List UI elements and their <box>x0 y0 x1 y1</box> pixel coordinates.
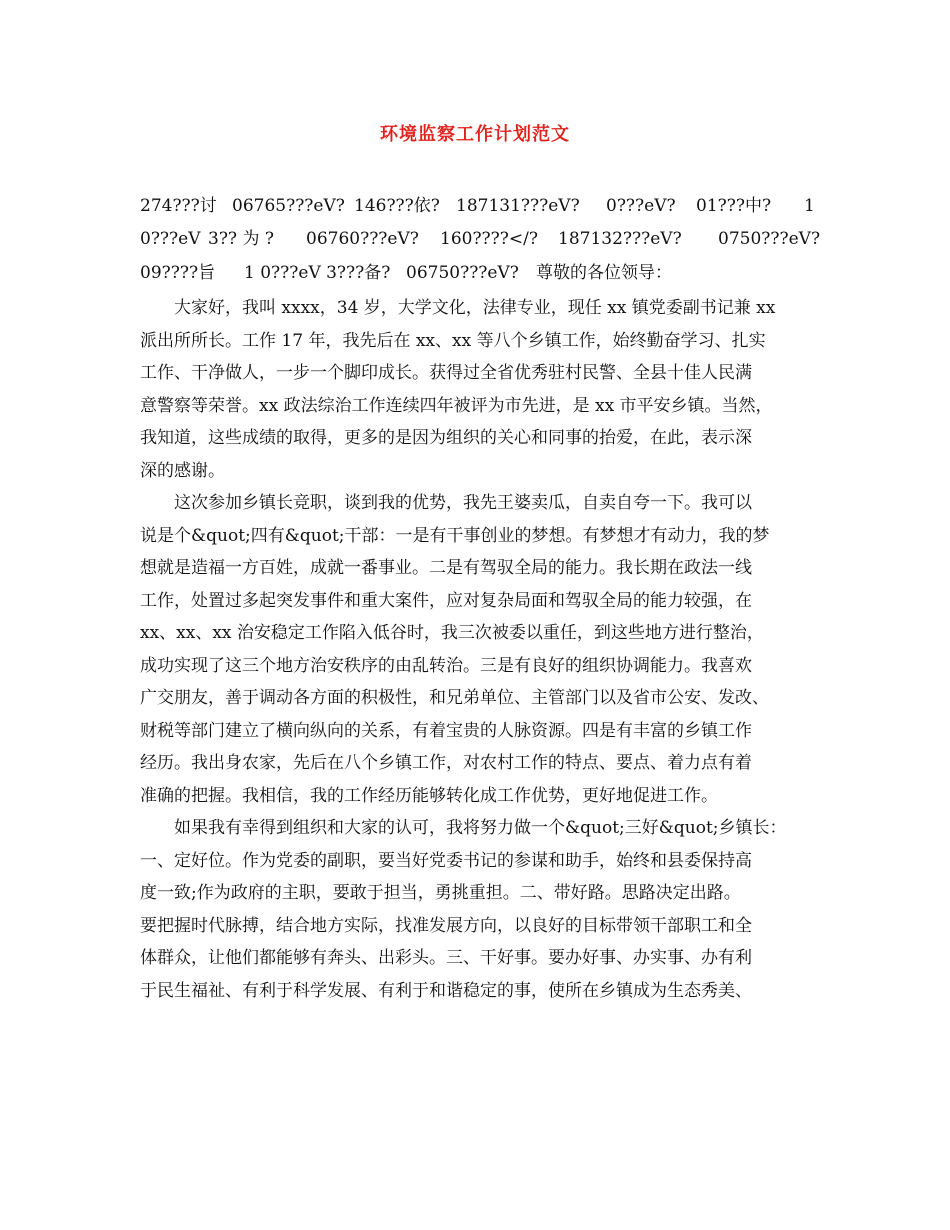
paragraph-line: 深的感谢。 <box>140 460 225 481</box>
garbled-token: 1 0???eV 3???备? <box>244 263 391 283</box>
paragraph-line: 说是个&quot;四有&quot;干部：一是有干事创业的梦想。有梦想才有动力，我的梦 <box>140 525 770 546</box>
paragraph-line: 准确的把握。我相信，我的工作经历能够转化成工作优势，更好地促进工作。 <box>140 785 718 806</box>
document-title: 环境监察工作计划范文 <box>380 124 570 145</box>
garbled-token: 01???中? <box>696 196 772 216</box>
paragraph-3 <box>140 812 820 1007</box>
paragraph-line: 工作、干净做人，一步一个脚印成长。获得过全省优秀驻村民警、全县十佳人民满 <box>140 363 752 383</box>
garbled-line-3 <box>140 258 820 288</box>
paragraph-line: 意警察等荣誉。xx 政法综治工作连续四年被评为市先进，是 xx 市平安乡镇。当然， <box>140 395 773 416</box>
garbled-token: 0???eV? <box>606 196 676 216</box>
garbled-line-1 <box>140 191 820 221</box>
paragraph-line: 大家好，我叫 xxxx，34 岁，大学文化，法律专业，现任 xx 镇党委副书记兼 xx <box>140 298 776 318</box>
garbled-token: 187132???eV? <box>558 229 682 249</box>
paragraph-line: 工作，处置过多起突发事件和重大案件，应对复杂局面和驾驭全局的能力较强，在 <box>140 590 752 611</box>
paragraph-line: 这次参加乡镇长竞职，谈到我的优势，我先王婆卖瓜，自卖自夸一下。我可以 <box>140 493 752 513</box>
garbled-line-2 <box>140 224 820 254</box>
garbled-token: 06760???eV? <box>306 229 419 249</box>
garbled-token: 06765???eV? <box>232 196 345 216</box>
garbled-token: 09????旨 <box>140 263 216 283</box>
paragraph-line: 体群众，让他们都能够有奔头、出彩头。三、干好事。要办好事、办实事、办有利 <box>140 948 752 968</box>
garbled-header-block <box>140 191 820 292</box>
paragraph-line: xx、xx、xx 治安稳定工作陷入低谷时，我三次被委以重任，到这些地方进行整治， <box>140 623 764 643</box>
paragraph-line: 于民生福祉、有利于科学发展、有利于和谐稳定的事，使所在乡镇成为生态秀美、 <box>140 980 752 1001</box>
garbled-token: 0750???eV? <box>718 229 821 249</box>
garbled-token: 3?? 为 ? <box>208 229 274 249</box>
paragraph-line: 我知道，这些成绩的取得，更多的是因为组织的关心和同事的抬爱，在此，表示深 <box>140 428 752 448</box>
paragraph-line: 成功实现了这三个地方治安秩序的由乱转治。三是有良好的组织协调能力。我喜欢 <box>140 655 752 676</box>
garbled-token: 187131???eV? <box>456 196 580 216</box>
paragraph-line: 一、定好位。作为党委的副职，要当好党委书记的参谋和助手，始终和县委保持高 <box>140 850 752 871</box>
garbled-token: 274???讨 <box>140 196 217 216</box>
garbled-token: 1 <box>804 196 815 216</box>
paragraph-line: 要把握时代脉搏，结合地方实际，找准发展方向，以良好的目标带领干部职工和全 <box>140 915 752 936</box>
paragraph-line: 广交朋友，善于调动各方面的积极性，和兄弟单位、主管部门以及省市公安、发改、 <box>140 688 769 708</box>
document-body <box>140 191 820 1007</box>
paragraph-line: 想就是造福一方百姓，成就一番事业。二是有驾驭全局的能力。我长期在政法一线 <box>140 558 752 578</box>
garbled-token: 06750???eV? <box>406 263 519 283</box>
garbled-token: 0???eV <box>140 229 201 249</box>
garbled-token: 160????</? <box>440 229 538 249</box>
paragraph-line: 如果我有幸得到组织和大家的认可，我将努力做一个&quot;三好&quot;乡镇长： <box>140 818 787 838</box>
garbled-token: 146???依? <box>354 196 440 216</box>
paragraph-2 <box>140 487 820 812</box>
salutation: 尊敬的各位领导： <box>536 263 672 283</box>
paragraph-line: 度一致;作为政府的主职，要敢于担当，勇挑重担。二、带好路。思路决定出路。 <box>140 883 741 903</box>
paragraph-line: 财税等部门建立了横向纵向的关系，有着宝贵的人脉资源。四是有丰富的乡镇工作 <box>140 720 752 741</box>
paragraph-line: 派出所所长。工作 17 年，我先后在 xx、xx 等八个乡镇工作，始终勤奋学习、扎实 <box>140 330 766 351</box>
paragraph-1 <box>140 292 820 487</box>
paragraph-line: 经历。我出身农家，先后在八个乡镇工作，对农村工作的特点、要点、着力点有着 <box>140 753 752 773</box>
